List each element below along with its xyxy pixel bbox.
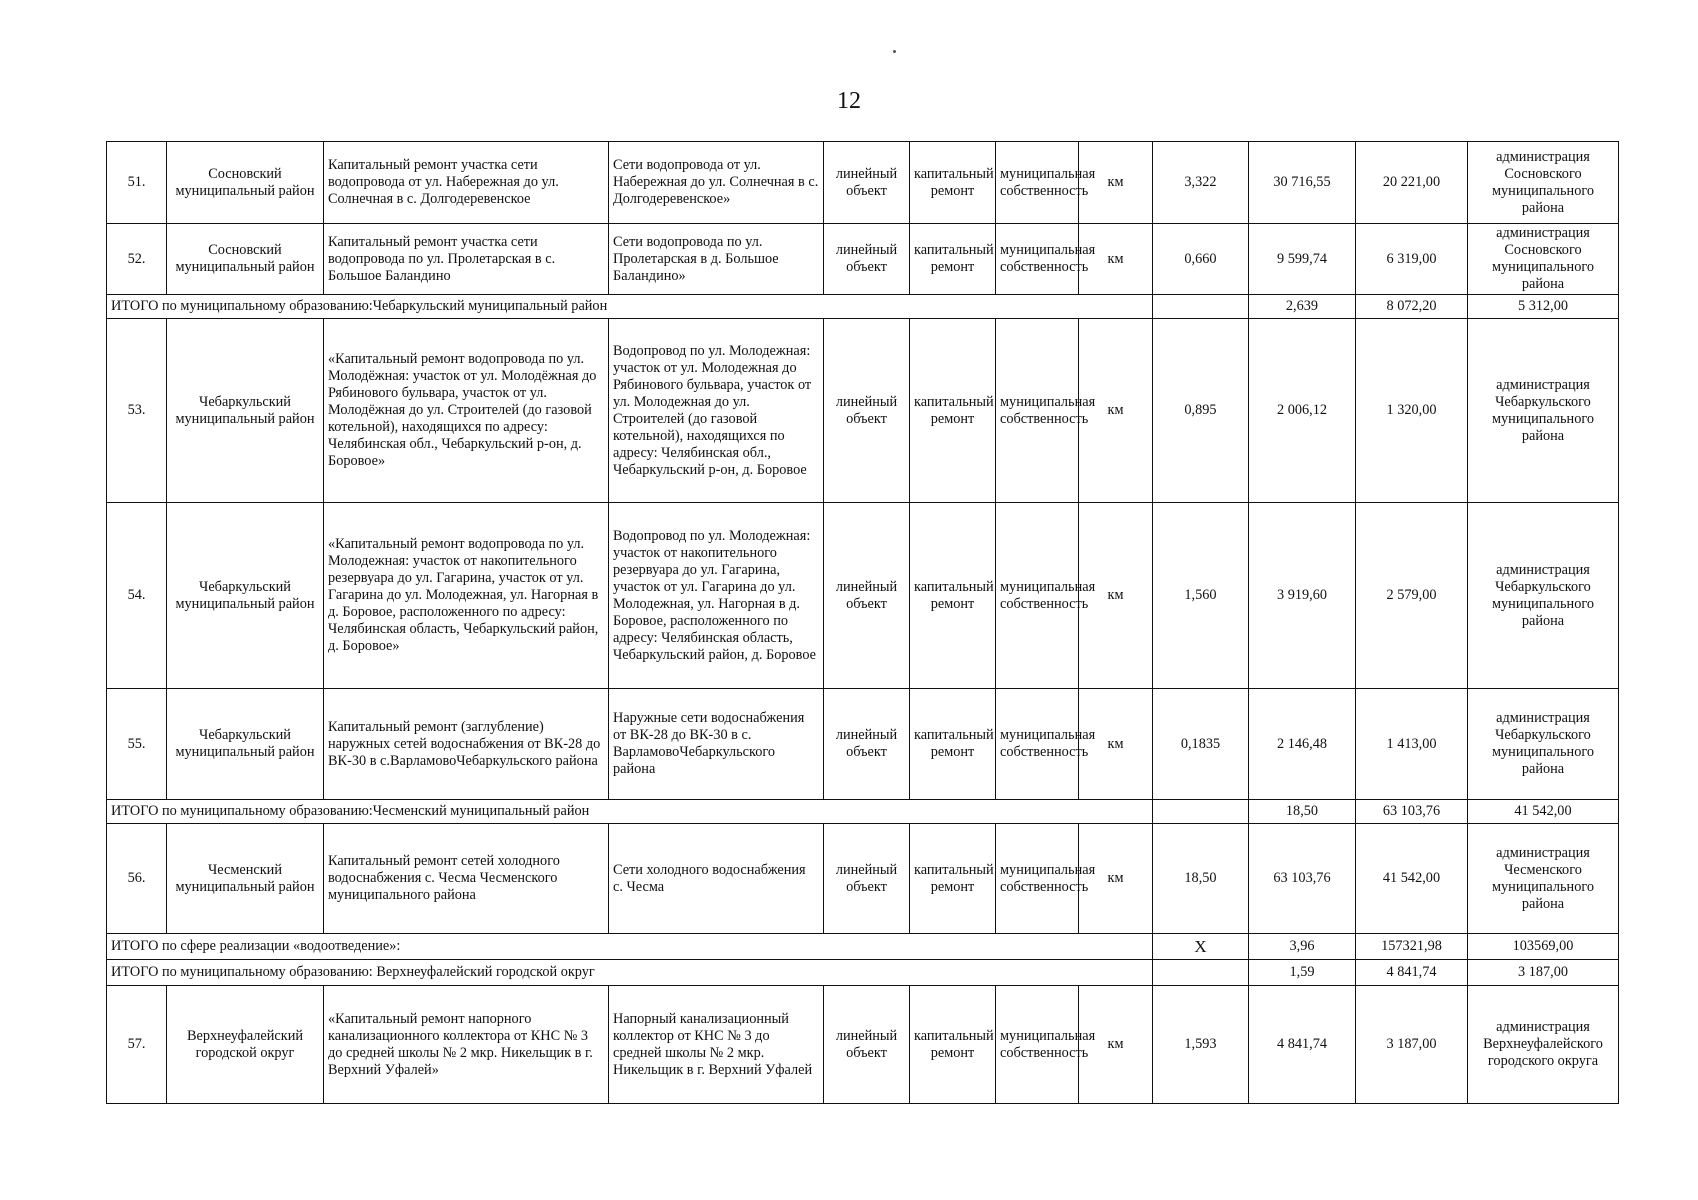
- scan-speck: [893, 50, 896, 53]
- object-type-cell: линейный объект: [824, 824, 910, 934]
- ownership-cell: муниципальная собственность: [996, 689, 1079, 800]
- object-name-cell: Напорный канализационный коллектор от КНС № 3 до средней школы № 2 мкр. Никельщик в г. Верхний Уфалей: [609, 986, 824, 1104]
- object-type-cell: линейный объект: [824, 986, 910, 1104]
- table-row: [107, 224, 1619, 295]
- total-subsidy-cell: 3 187,00: [1468, 960, 1619, 986]
- cost-cell: 4 841,74: [1249, 986, 1356, 1104]
- ownership-cell: муниципальная собственность: [996, 224, 1079, 295]
- work-description-cell: Капитальный ремонт сетей холодного водоснабжения с. Чесма Чесменского муниципального района: [324, 824, 609, 934]
- work-description-cell: «Капитальный ремонт водопровода по ул. Молодёжная: участок от ул. Молодёжная до Рябинового бульвара, участок от ул. Молодёжная до ул. Строителей (до газовой котельной), находящихся по адресу: Челябинская обл., Чебаркульский р-он, д. Боровое»: [324, 319, 609, 503]
- quantity-cell: 1,560: [1153, 503, 1249, 689]
- customer-cell: администрация Чебаркульского муниципального района: [1468, 503, 1619, 689]
- table-row: [107, 824, 1619, 934]
- total-mark-cell: Х: [1153, 934, 1249, 960]
- total-cost-cell: 157321,98: [1356, 934, 1468, 960]
- total-mark-cell: [1153, 960, 1249, 986]
- work-type-cell: капитальный ремонт: [910, 224, 996, 295]
- total-subsidy-cell: 103569,00: [1468, 934, 1619, 960]
- work-type-cell: капитальный ремонт: [910, 142, 996, 224]
- total-row: [107, 800, 1619, 824]
- unit-cell: км: [1079, 689, 1153, 800]
- total-cost-cell: 8 072,20: [1356, 295, 1468, 319]
- row-number-cell: 52.: [107, 224, 167, 295]
- object-type-cell: линейный объект: [824, 142, 910, 224]
- total-quantity-cell: 3,96: [1249, 934, 1356, 960]
- total-label-cell: ИТОГО по муниципальному образованию: Верхнеуфалейский городской округ: [107, 960, 1153, 986]
- cost-cell: 30 716,55: [1249, 142, 1356, 224]
- unit-cell: км: [1079, 224, 1153, 295]
- customer-cell: администрация Чесменского муниципального района: [1468, 824, 1619, 934]
- customer-cell: администрация Чебаркульского муниципального района: [1468, 689, 1619, 800]
- object-name-cell: Сети водопровода от ул. Набережная до ул. Солнечная в с. Долгодеревенское»: [609, 142, 824, 224]
- work-description-cell: Капитальный ремонт (заглубление) наружных сетей водоснабжения от ВК-28 до ВК-30 в с.ВарламовоЧебаркульского района: [324, 689, 609, 800]
- ownership-cell: муниципальная собственность: [996, 142, 1079, 224]
- unit-cell: км: [1079, 503, 1153, 689]
- row-number-cell: 51.: [107, 142, 167, 224]
- quantity-cell: 0,660: [1153, 224, 1249, 295]
- row-number-cell: 53.: [107, 319, 167, 503]
- object-name-cell: Водопровод по ул. Молодежная: участок от ул. Молодежная до Рябинового бульвара, участок от ул. Молодежная до ул. Строителей (до газовой котельной), находящихся по адресу: Челябинская обл., Чебаркульский р-он, д. Боровое: [609, 319, 824, 503]
- table-row: [107, 319, 1619, 503]
- row-number-cell: 57.: [107, 986, 167, 1104]
- work-type-cell: капитальный ремонт: [910, 503, 996, 689]
- work-type-cell: капитальный ремонт: [910, 986, 996, 1104]
- work-type-cell: капитальный ремонт: [910, 689, 996, 800]
- page-number: 12: [837, 88, 861, 114]
- ownership-cell: муниципальная собственность: [996, 824, 1079, 934]
- subsidy-cell: 41 542,00: [1356, 824, 1468, 934]
- total-row: [107, 295, 1619, 319]
- municipality-cell: Чебаркульский муниципальный район: [167, 689, 324, 800]
- total-cost-cell: 63 103,76: [1356, 800, 1468, 824]
- row-number-cell: 54.: [107, 503, 167, 689]
- total-label-cell: ИТОГО по муниципальному образованию:Чесменский муниципальный район: [107, 800, 1153, 824]
- work-description-cell: «Капитальный ремонт напорного канализационного коллектора от КНС № 3 до средней школы № 2 мкр. Никельщик в г. Верхний Уфалей»: [324, 986, 609, 1104]
- customer-cell: администрация Сосновского муниципального района: [1468, 224, 1619, 295]
- ownership-cell: муниципальная собственность: [996, 319, 1079, 503]
- cost-cell: 63 103,76: [1249, 824, 1356, 934]
- object-type-cell: линейный объект: [824, 503, 910, 689]
- quantity-cell: 18,50: [1153, 824, 1249, 934]
- total-row: [107, 960, 1619, 986]
- municipality-cell: Чебаркульский муниципальный район: [167, 503, 324, 689]
- total-mark-cell: [1153, 295, 1249, 319]
- subsidy-cell: 3 187,00: [1356, 986, 1468, 1104]
- table-row: [107, 142, 1619, 224]
- object-type-cell: линейный объект: [824, 319, 910, 503]
- quantity-cell: 0,1835: [1153, 689, 1249, 800]
- quantity-cell: 0,895: [1153, 319, 1249, 503]
- table-row: [107, 503, 1619, 689]
- row-number-cell: 55.: [107, 689, 167, 800]
- quantity-cell: 3,322: [1153, 142, 1249, 224]
- total-label-cell: ИТОГО по сфере реализации «водоотведение»:: [107, 934, 1153, 960]
- total-label-cell: ИТОГО по муниципальному образованию:Чебаркульский муниципальный район: [107, 295, 1153, 319]
- object-name-cell: Наружные сети водоснабжения от ВК-28 до ВК-30 в с. ВарламовоЧебаркульского района: [609, 689, 824, 800]
- table-row: [107, 689, 1619, 800]
- unit-cell: км: [1079, 319, 1153, 503]
- subsidy-cell: 6 319,00: [1356, 224, 1468, 295]
- cost-cell: 2 146,48: [1249, 689, 1356, 800]
- total-subsidy-cell: 41 542,00: [1468, 800, 1619, 824]
- object-type-cell: линейный объект: [824, 224, 910, 295]
- row-number-cell: 56.: [107, 824, 167, 934]
- subsidy-cell: 1 413,00: [1356, 689, 1468, 800]
- ownership-cell: муниципальная собственность: [996, 986, 1079, 1104]
- unit-cell: км: [1079, 142, 1153, 224]
- customer-cell: администрация Сосновского муниципального района: [1468, 142, 1619, 224]
- municipality-cell: Верхнеуфалейский городской округ: [167, 986, 324, 1104]
- quantity-cell: 1,593: [1153, 986, 1249, 1104]
- cost-cell: 3 919,60: [1249, 503, 1356, 689]
- cost-cell: 2 006,12: [1249, 319, 1356, 503]
- total-quantity-cell: 1,59: [1249, 960, 1356, 986]
- subsidy-cell: 20 221,00: [1356, 142, 1468, 224]
- customer-cell: администрация Верхнеуфалейского городского округа: [1468, 986, 1619, 1104]
- work-description-cell: Капитальный ремонт участка сети водопровода от ул. Набережная до ул. Солнечная в с. Долгодеревенское: [324, 142, 609, 224]
- object-name-cell: Сети водопровода по ул. Пролетарская в д. Большое Баландино»: [609, 224, 824, 295]
- total-cost-cell: 4 841,74: [1356, 960, 1468, 986]
- ownership-cell: муниципальная собственность: [996, 503, 1079, 689]
- total-quantity-cell: 18,50: [1249, 800, 1356, 824]
- total-quantity-cell: 2,639: [1249, 295, 1356, 319]
- object-name-cell: Водопровод по ул. Молодежная: участок от накопительного резервуара до ул. Гагарина, участок от ул. Гагарина до ул. Молодежная, ул. Нагорная в д. Боровое, расположенного по адресу: Челябинская область, Чебаркульский район, д. Боровое: [609, 503, 824, 689]
- municipality-cell: Чебаркульский муниципальный район: [167, 319, 324, 503]
- municipality-cell: Чесменский муниципальный район: [167, 824, 324, 934]
- customer-cell: администрация Чебаркульского муниципального района: [1468, 319, 1619, 503]
- total-mark-cell: [1153, 800, 1249, 824]
- object-type-cell: линейный объект: [824, 689, 910, 800]
- table-row: [107, 986, 1619, 1104]
- municipality-cell: Сосновский муниципальный район: [167, 142, 324, 224]
- municipality-cell: Сосновский муниципальный район: [167, 224, 324, 295]
- work-description-cell: Капитальный ремонт участка сети водопровода по ул. Пролетарская в с. Большое Баландино: [324, 224, 609, 295]
- unit-cell: км: [1079, 986, 1153, 1104]
- capital-repair-table: [106, 141, 1619, 1104]
- cost-cell: 9 599,74: [1249, 224, 1356, 295]
- unit-cell: км: [1079, 824, 1153, 934]
- work-type-cell: капитальный ремонт: [910, 824, 996, 934]
- work-type-cell: капитальный ремонт: [910, 319, 996, 503]
- subsidy-cell: 1 320,00: [1356, 319, 1468, 503]
- total-row: [107, 934, 1619, 960]
- work-description-cell: «Капитальный ремонт водопровода по ул. Молодежная: участок от накопительного резервуара до ул. Гагарина, участок от ул. Гагарина до ул. Молодежная, ул. Нагорная в д. Боровое, расположенного по адресу: Челябинская область, Чебаркульский район, д. Боровое»: [324, 503, 609, 689]
- subsidy-cell: 2 579,00: [1356, 503, 1468, 689]
- total-subsidy-cell: 5 312,00: [1468, 295, 1619, 319]
- object-name-cell: Сети холодного водоснабжения с. Чесма: [609, 824, 824, 934]
